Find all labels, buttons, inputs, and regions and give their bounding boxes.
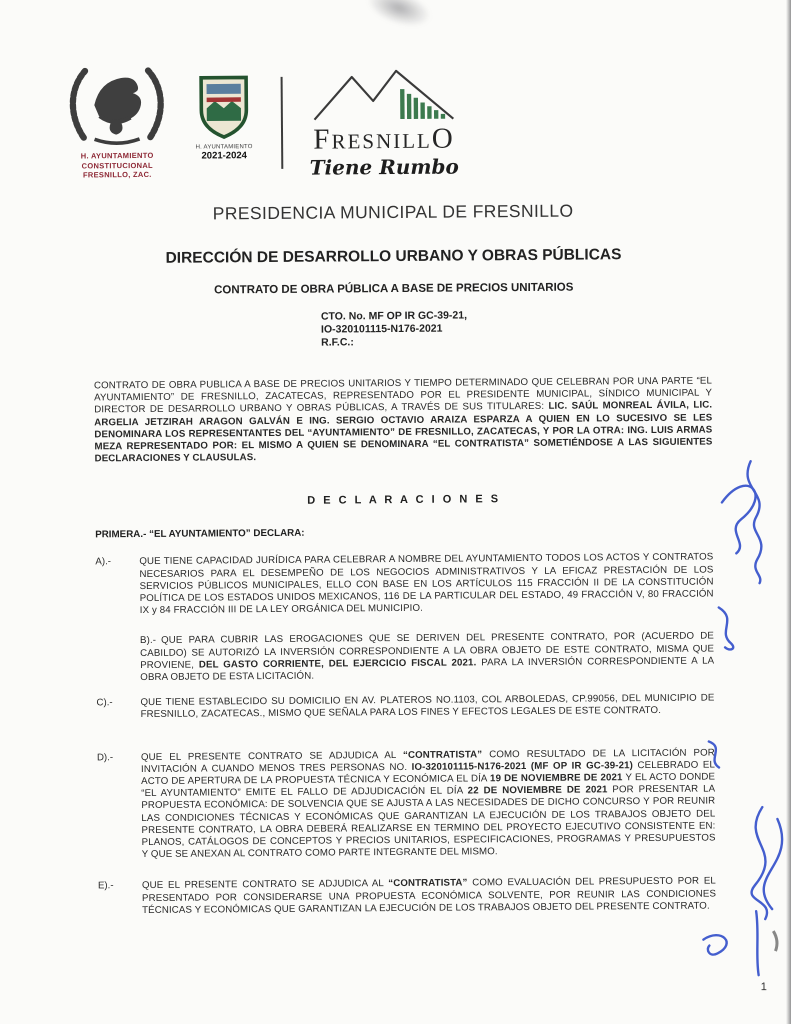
national-seal-block: [56, 58, 177, 180]
signature-ink: [703, 935, 726, 955]
title-presidencia: PRESIDENCIA MUNICIPAL DE FRESNILLO: [212, 200, 574, 224]
fresnillo-logo-block: [294, 55, 473, 179]
clause-label: D).-: [96, 751, 114, 764]
municipal-shield-icon: [197, 73, 252, 141]
scan-edge-shadow: [786, 0, 791, 1024]
primera-heading: PRIMERA.- “EL AYUNTAMIENTO” DECLARA:: [95, 528, 305, 541]
clause-text: QUE EL PRESENTE CONTRATO SE ADJUDICA AL “CONTRATISTA” COMO EVALUACIÓN DEL PRESUPUESTO POR EL PRESENTADO POR CONSIDERARSE UNA PROPUESTA ECONÓMICA SOLVENTE, POR REUNIR LAS CONDICIONES TÉCNICAS Y ECONÓMICAS QUE GARANTIZAN LA EJECUCIÓN DE LOS TRABAJOS OBJETO DEL PRESENTE CONTRATO.: [141, 875, 717, 916]
national-seal-icon: [66, 58, 167, 149]
clause-label: C).-: [96, 697, 113, 709]
clause-label: A).-: [95, 556, 112, 568]
intro-paragraph: CONTRATO DE OBRA PUBLICA A BASE DE PRECIOS UNITARIOS Y TIEMPO DETERMINADO QUE CELEBRAN POR UNA PARTE “EL AYUNTAMIENTO” DE FRESNILLO, ZACATECAS, REPRESENTADO POR EL PRESIDENTE MUNICIPAL, SÍNDICO MUNICIPAL Y DIRECTOR DE DESARROLLO URBANO Y OBRAS PÚBLICAS, A TRAVÉS DE SUS TITULARES: LIC. SAÚL MONREAL ÁVILA, LIC. ARGELIA JETZIRAH ARAGON GALVÁN E ING. SERGIO OCTAVIO ARAIZA ESPARZA A QUIEN EN LO SUCESIVO SE LES DENOMINARA LOS REPRESENTANTES DEL “AYUNTAMIENTO” DE FRESNILLO, ZACATECAS, Y POR LA OTRA: ING. LUIS ARMAS MEZA REPRESENTADO POR: EL MISMO A QUIEN SE DENOMINARA “EL CONTRATISTA” SOMETIÉNDOSE A LAS SIGUIENTES DECLARACIONES Y CLAUSULAS.: [93, 375, 713, 465]
ink-blot: [773, 931, 777, 951]
brand-name-initial: F: [313, 123, 332, 156]
contract-number-line: R.F.C.:: [321, 336, 354, 349]
brand-name-middle: RESNILL: [331, 128, 432, 154]
contract-number-block: [321, 309, 467, 349]
clause-a: [95, 552, 713, 618]
clause-text: QUE EL PRESENTE CONTRATO SE ADJUDICA AL “CONTRATISTA” COMO RESULTADO DE LA LICITACIÓN POR INVITACIÓN A CUANDO MENOS TRES PERSONAS NO. IO-320101115-N176-2021 (MF OP IR GC-39-21) CELEBRADO EL ACTO DE APERTURA DE LA PROPUESTA TÉCNICA Y ECONÓMICA EL DÍA 19 DE NOVIEMBRE DE 2021 Y EL ACTO DONDE “EL AYUNTAMIENTO” EMITE EL FALLO DE ADJUDICACIÓN EL DÍA 22 DE NOVIEMBRE DE 2021 POR PRESENTAR LA PROPUESTA ECONÓMICA: DE SOLVENCIA QUE SE AJUSTA A LAS NECESIDADES DE DICHO CONCURSO Y POR REUNIR LAS CONDICIONES TÉCNICAS Y ECONÓMICAS QUE GARANTIZAN LA EJECUCIÓN DE LOS TRABAJOS OBJETO DEL PRESENTE CONTRATO, LA OBRA DEBERÁ REALIZARSE EN TERMINO DEL PROYECTO EJECUTIVO CONSISTENTE EN: PLANOS, CATÁLOGOS DE CONCEPTOS Y PRECIOS UNITARIOS, ESPECIFICACIONES, PROGRAMAS Y PRESUPUESTOS Y QUE SE ANEXAN AL CONTRATO COMO PARTE INTEGRANTE DEL MISMO.: [140, 747, 716, 861]
clause-b: [140, 631, 714, 684]
signature-ink: [756, 911, 759, 975]
contract-number-line: IO-320101115-N176-2021: [320, 322, 443, 336]
seal-caption-line: H. AYUNTAMIENTO: [80, 150, 154, 161]
mountains-logo-icon: [308, 67, 460, 122]
header-divider: [281, 77, 284, 169]
brand-tagline: Tiene Rumbo: [309, 154, 459, 180]
brand-name-final: O: [431, 122, 455, 155]
document-body: [0, 199, 791, 918]
clause-d: [97, 747, 716, 862]
clause-text: QUE PARA CUBRIR LAS EROGACIONES QUE SE DERIVEN DEL PRESENTE CONTRATO, POR (ACUERDO DE CABILDO) SE AUTORIZÓ LA INVERSIÓN CORRESPONDIENTE A LA OBRA OBJETO DE ESTE CONTRATO, MISMA QUE PROVIENE, DEL GASTO CORRIENTE, DEL EJERCICIO FISCAL 2021. PARA LA INVERSIÓN CORRESPONDIENTE A LA OBRA OBJETO DE ESTA LICITACIÓN.: [140, 630, 715, 684]
clause-label: E).-: [97, 880, 114, 892]
seal-caption: [57, 151, 177, 180]
brand-name: [295, 124, 473, 154]
clause-text: QUE TIENE ESTABLECIDO SU DOMICILIO EN AV. PLATEROS NO.1103, COL ARBOLEDAS, CP.99056, DEL MUNICIPIO DE FRESNILLO, ZACATECAS., MISMO QUE SEÑALA PARA LOS FINES Y EFECTOS LEGALES DE ESTE CONTRATO.: [140, 692, 715, 721]
clause-e: [98, 876, 716, 917]
title-direccion: DIRECCIÓN DE DESARROLLO URBANO Y OBRAS PÚBLICAS: [165, 246, 622, 267]
shield-caption-line: H. AYUNTAMIENTO: [195, 144, 253, 151]
declaraciones-heading: D E C L A R A C I O N E S: [307, 493, 501, 508]
contract-number-line: CTO. No. MF OP IR GC-39-21,: [320, 309, 468, 323]
clause-c: [96, 693, 714, 722]
seal-caption-line: CONSTITUCIONAL: [81, 160, 153, 170]
shield-caption-term: 2021-2024: [201, 150, 247, 162]
clause-label: B).-: [139, 635, 157, 647]
seal-caption-line: FRESNILLO, ZAC.: [82, 169, 152, 180]
text-column: [94, 376, 716, 918]
municipal-shield-block: [180, 57, 267, 162]
document-header: [56, 55, 473, 181]
page-number: 1: [760, 981, 767, 994]
title-contrato: CONTRATO DE OBRA PÚBLICA A BASE DE PRECIOS UNITARIOS: [214, 281, 574, 297]
clause-text: QUE TIENE CAPACIDAD JURÍDICA PARA CELEBRAR A NOMBRE DEL AYUNTAMIENTO TODOS LOS ACTOS Y CONTRATOS NECESARIOS PARA EL DESEMPEÑO DE LOS NEGOCIOS ADMINISTRATIVOS Y LA EFICAZ PRESTACIÓN DE LOS SERVICIOS PÚBLICOS MUNICIPALES, ELLO CON BASE EN LOS ARTÍCULOS 115 FRACCIÓN II DE LA CONSTITUCIÓN POLÍTICA DE LOS ESTADOS UNIDOS MEXICANOS, 116 DE LA PARTICULAR DEL ESTADO, 49 FRACCIÓN V, 80 FRACCIÓN IX y 84 FRACCIÓN III DE LA LEY ORGÁNICA DEL MUNICIPIO.: [139, 551, 714, 617]
